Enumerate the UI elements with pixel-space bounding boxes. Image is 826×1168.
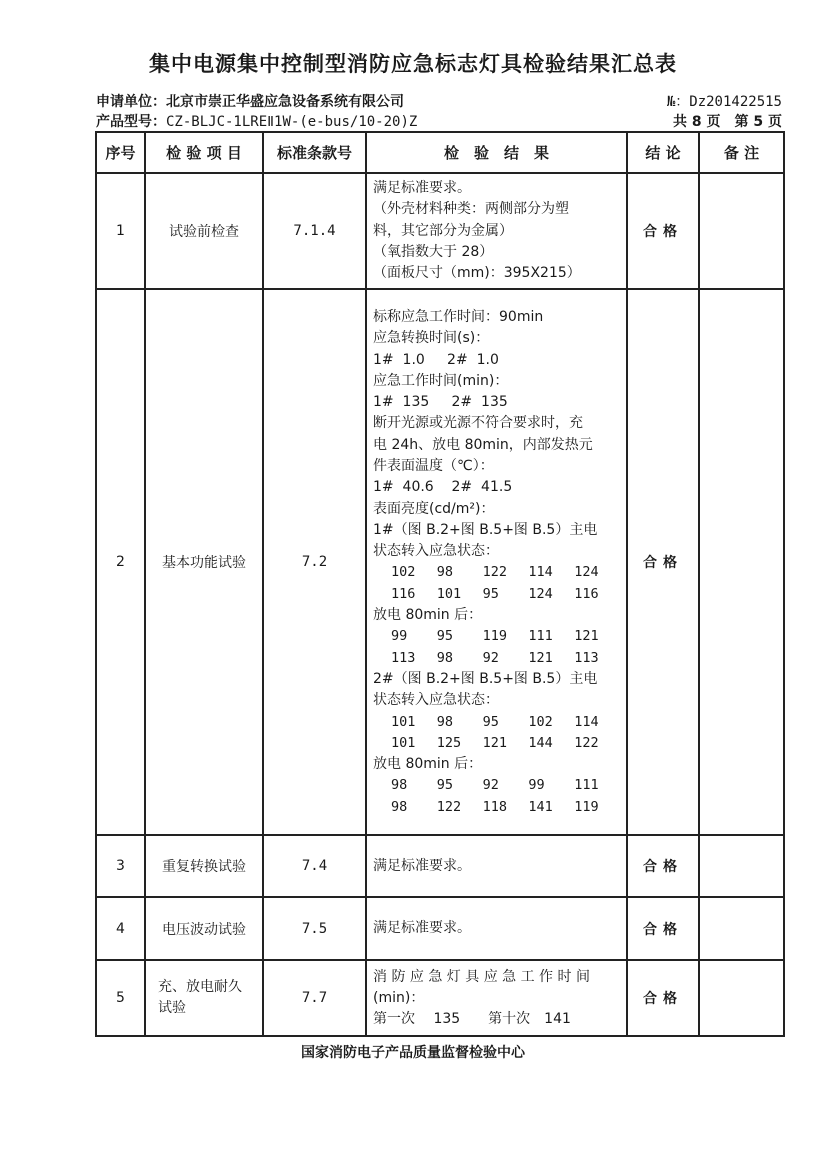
row-item: 重复转换试验 xyxy=(145,835,263,897)
applicant-value: 北京市崇正华盛应急设备系统有限公司 xyxy=(166,94,404,110)
row-number: 4 xyxy=(96,897,145,960)
row-clause: 7.5 xyxy=(263,897,366,960)
model-value: CZ-BLJC-1LREⅡ1W-(e-bus/10-20)Z xyxy=(166,114,418,130)
issuer-footer: 国家消防电子产品质量监督检验中心 xyxy=(301,1045,525,1061)
row-clause: 7.7 xyxy=(263,960,366,1036)
row-item: 充、放电耐久 试验 xyxy=(145,960,263,1036)
luminance-values: 98 122 118 141 119 xyxy=(391,798,599,815)
luminance-values: 98 95 92 99 111 xyxy=(391,777,599,794)
row-remark xyxy=(699,835,784,897)
header-no: 序号 xyxy=(96,132,145,173)
header-remark: 备 注 xyxy=(699,132,784,173)
luminance-values: 101 98 95 102 114 xyxy=(391,713,599,730)
row-verdict: 合格 xyxy=(627,173,699,289)
page-count: 共 8 页 第 5 页 xyxy=(673,114,782,130)
row-verdict: 合格 xyxy=(627,960,699,1036)
luminance-values: 101 125 121 144 122 xyxy=(391,734,599,751)
row-number: 2 xyxy=(96,289,145,835)
header-item: 检 验 项 目 xyxy=(145,132,263,173)
header-clause: 标准条款号 xyxy=(263,132,366,173)
table-row xyxy=(96,173,784,289)
applicant-line xyxy=(96,91,404,111)
luminance-values: 116 101 95 124 116 xyxy=(391,585,599,602)
report-number: №：Dz201422515 xyxy=(666,94,782,110)
header-verdict: 结 论 xyxy=(627,132,699,173)
luminance-values: 102 98 122 114 124 xyxy=(391,564,599,581)
row-verdict: 合格 xyxy=(627,289,699,835)
row-number: 5 xyxy=(96,960,145,1036)
row-clause: 7.2 xyxy=(263,289,366,835)
row-result: 消 防 应 急 灯 具 应 急 工 作 时 间 (min)： 第一次 135 第十次 141 xyxy=(366,960,627,1036)
row-result: 标称应急工作时间：90min 应急转换时间(s)： 1# 1.0 2# 1.0 应急工作时间(min)： 1# 135 2# 135 断开光源或光源不符合要求时，充 电 24h、放电 80min，内部发热元 件表面温度（℃）： 1# 40.6 2# 41.5 表面亮度(cd/m²)： 1#（图 B.2+图 B.5+图 B.5）主电 状态转入应急状态： 102 98 122 114 124 116 101 95 124 116 放电 80min 后： 99 95 119 111 121 113 98 92 121 113 2#（图 B.2+图 B.5+图 B.5）主电 状态转入应急状态： 101 98 95 102 114 101 125 121 144 122 放电 80min 后： 98 95 92 99 111 98 122 118 141 119 xyxy=(366,289,627,835)
row-remark xyxy=(699,897,784,960)
results-table xyxy=(95,131,785,1037)
applicant-label: 申请单位： xyxy=(96,94,166,110)
document-title: 集中电源集中控制型消防应急标志灯具检验结果汇总表 xyxy=(149,52,677,76)
row-item: 基本功能试验 xyxy=(145,289,263,835)
row-remark xyxy=(699,960,784,1036)
row-remark xyxy=(699,173,784,289)
row-result: 满足标准要求。 xyxy=(366,897,627,960)
row-verdict: 合格 xyxy=(627,835,699,897)
model-label: 产品型号： xyxy=(96,114,166,130)
row-number: 1 xyxy=(96,173,145,289)
row-remark xyxy=(699,289,784,835)
luminance-values: 113 98 92 121 113 xyxy=(391,649,599,666)
table-row xyxy=(96,835,784,897)
row-number: 3 xyxy=(96,835,145,897)
row-item: 试验前检查 xyxy=(145,173,263,289)
table-row xyxy=(96,289,784,835)
row-result: 满足标准要求。 （外壳材料种类：两侧部分为塑 料，其它部分为金属） （氧指数大于 28） （面板尺寸（mm)：395X215） xyxy=(366,173,627,289)
model-line xyxy=(96,111,417,131)
row-result: 满足标准要求。 xyxy=(366,835,627,897)
table-row xyxy=(96,897,784,960)
row-clause: 7.4 xyxy=(263,835,366,897)
table-row xyxy=(96,960,784,1036)
header-result: 检 验 结 果 xyxy=(366,132,627,173)
row-item: 电压波动试验 xyxy=(145,897,263,960)
luminance-values: 99 95 119 111 121 xyxy=(391,628,599,645)
row-verdict: 合格 xyxy=(627,897,699,960)
table-header-row xyxy=(96,132,784,173)
row-clause: 7.1.4 xyxy=(263,173,366,289)
